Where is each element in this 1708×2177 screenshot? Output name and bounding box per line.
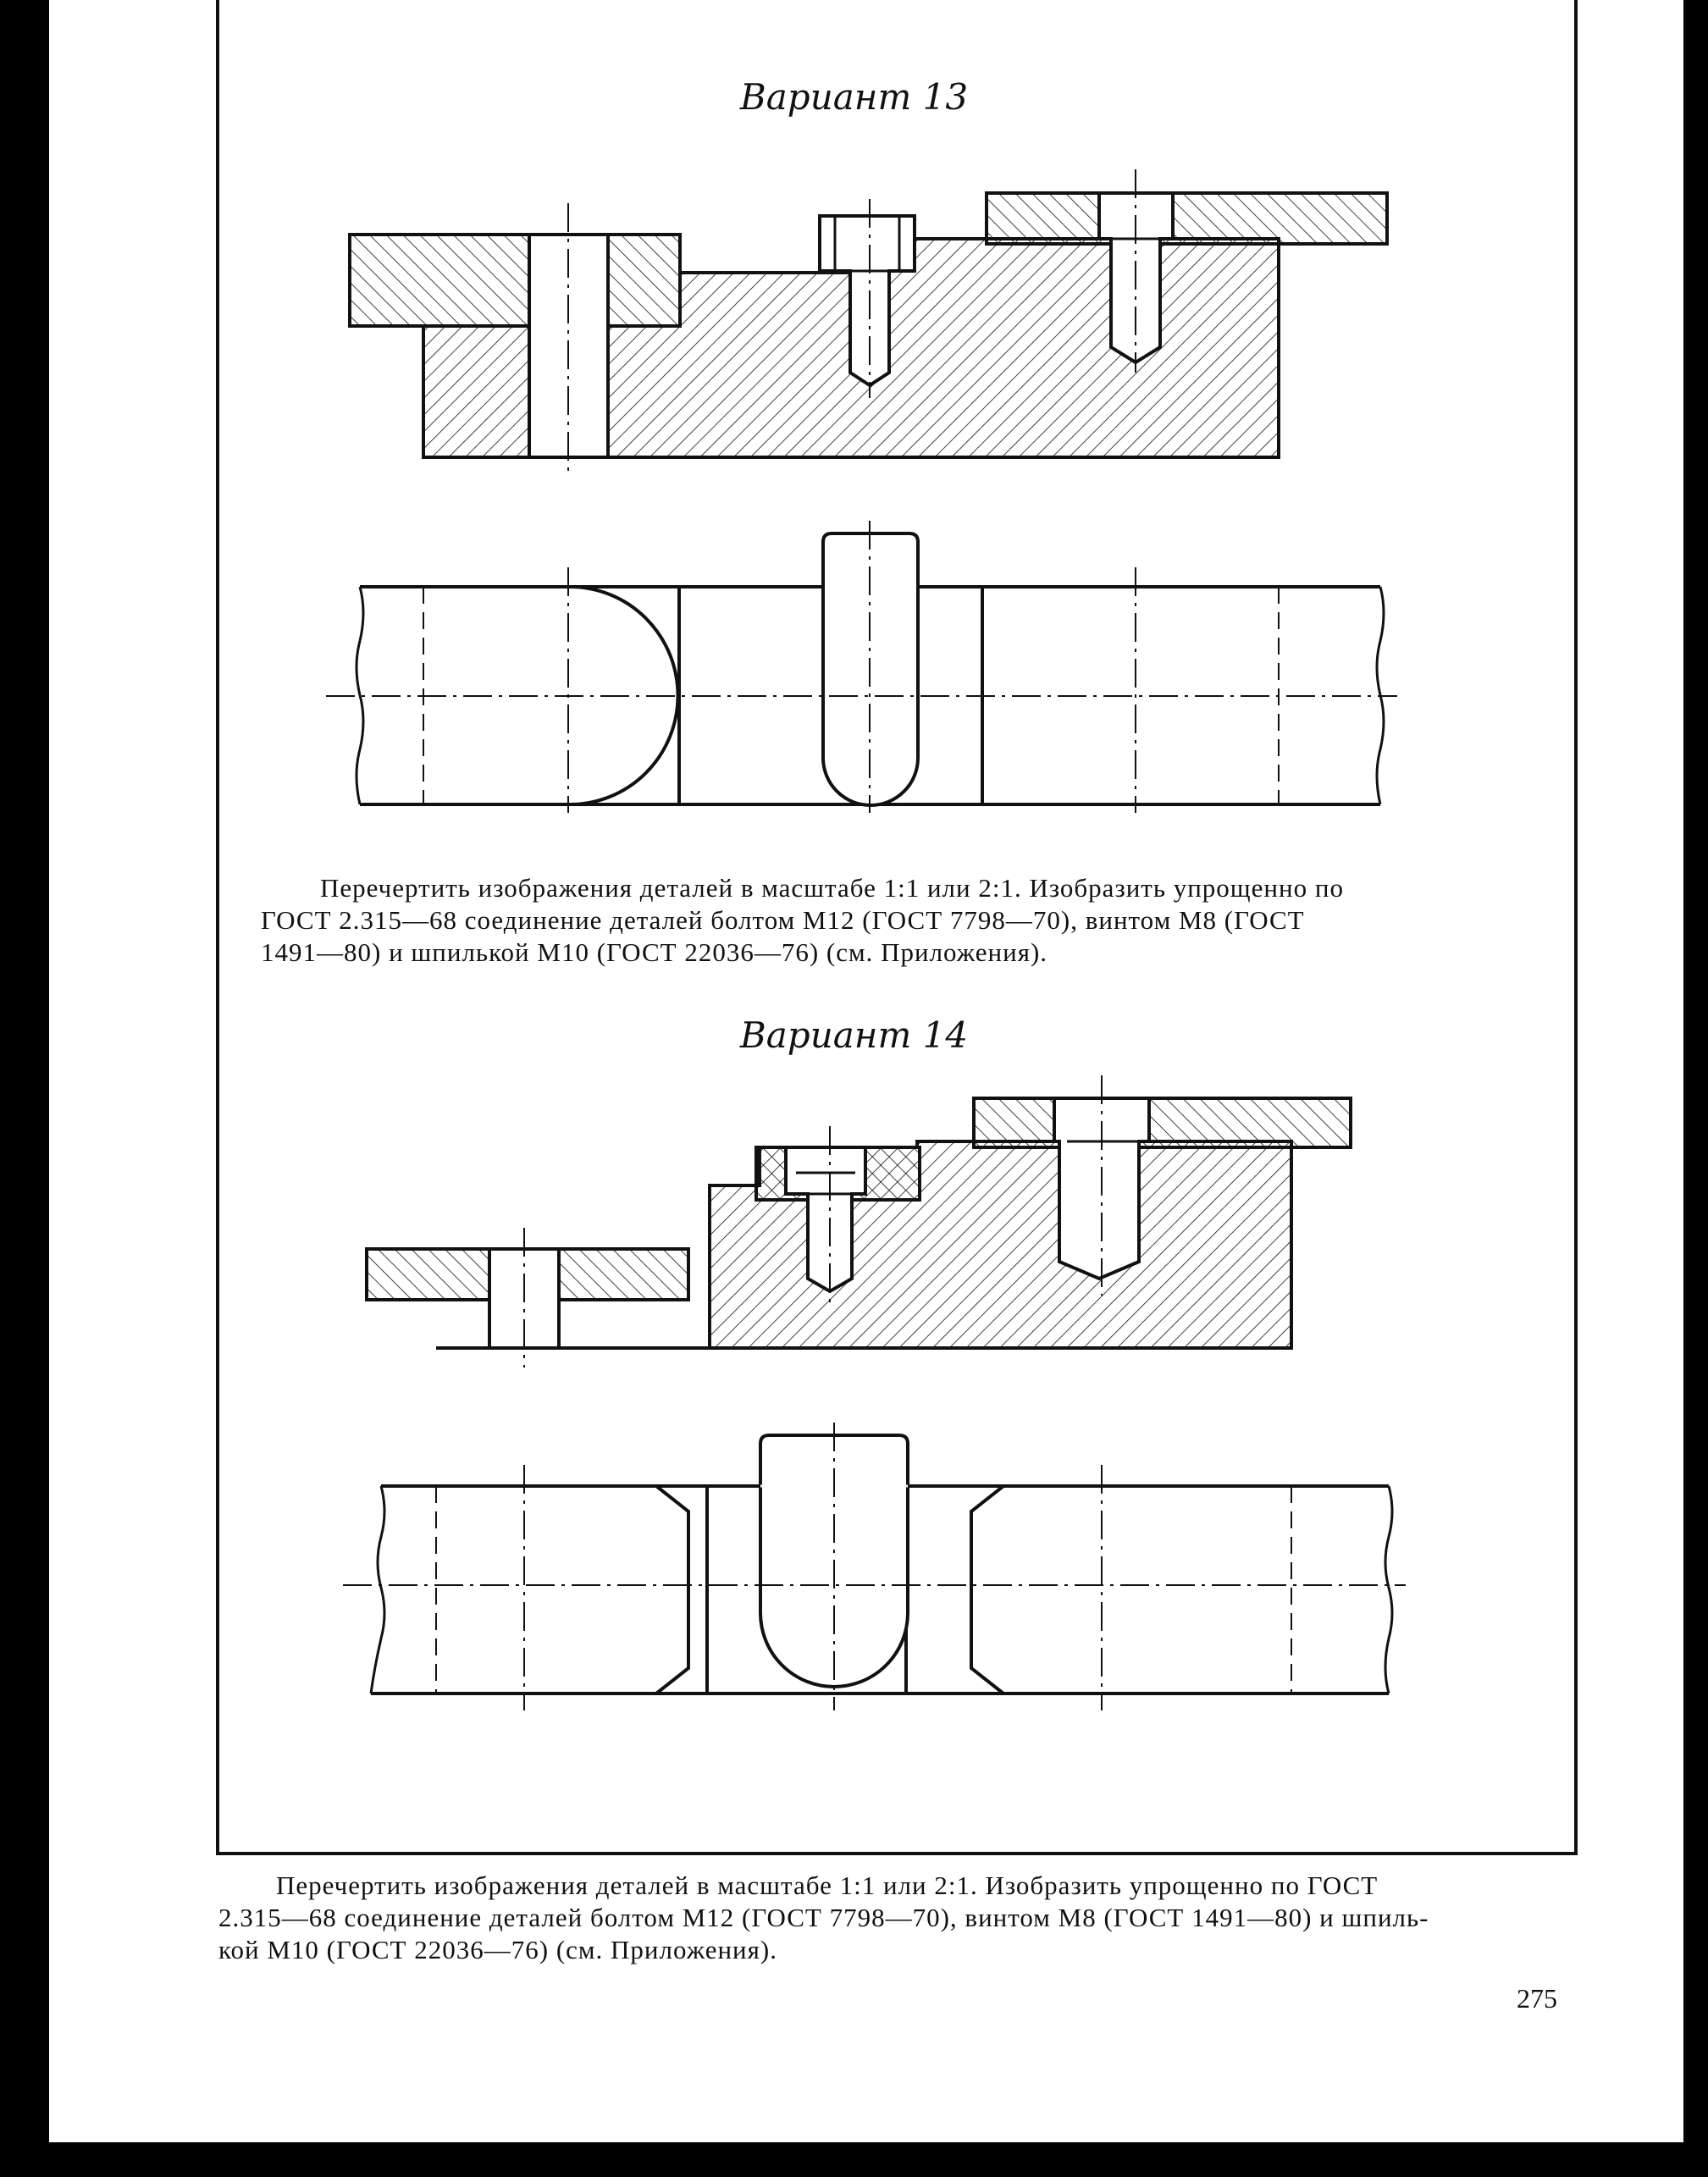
variant-13-title: Вариант 13 xyxy=(739,76,969,118)
variant-13-plan-view xyxy=(326,521,1397,813)
page-number: 275 xyxy=(1517,1983,1557,2014)
variant-14-plan-view xyxy=(343,1423,1406,1710)
variant-14-title: Вариант 14 xyxy=(739,1014,969,1056)
variant-13-instructions xyxy=(261,872,1506,969)
variant-14-instructions-line: кой М10 (ГОСТ 22036—76) (см. Приложения). xyxy=(218,1935,777,1964)
variant-13-instructions-line: ГОСТ 2.315—68 соединение деталей болтом М12 (ГОСТ 7798—70), винтом М8 (ГОСТ xyxy=(261,905,1305,935)
variant-13-instructions-line: 1491—80) и шпилькой М10 (ГОСТ 22036—76) (см. Приложения). xyxy=(261,937,1048,967)
variant-14-instructions-line: 2.315—68 соединение деталей болтом М12 (ГОСТ 7798—70), винтом М8 (ГОСТ 1491—80) и шпиль- xyxy=(218,1903,1429,1932)
variant-13-section-view xyxy=(350,169,1387,474)
variant-13-instructions-line: Перечертить изображения деталей в масштабе 1:1 или 2:1. Изобразить упрощенно по xyxy=(320,873,1344,903)
variant-14-instructions-line: Перечертить изображения деталей в масштабе 1:1 или 2:1. Изобразить упрощенно по ГОСТ xyxy=(276,1870,1379,1900)
variant-14-section-view xyxy=(367,1075,1351,1368)
variant-14-instructions xyxy=(218,1870,1548,1966)
